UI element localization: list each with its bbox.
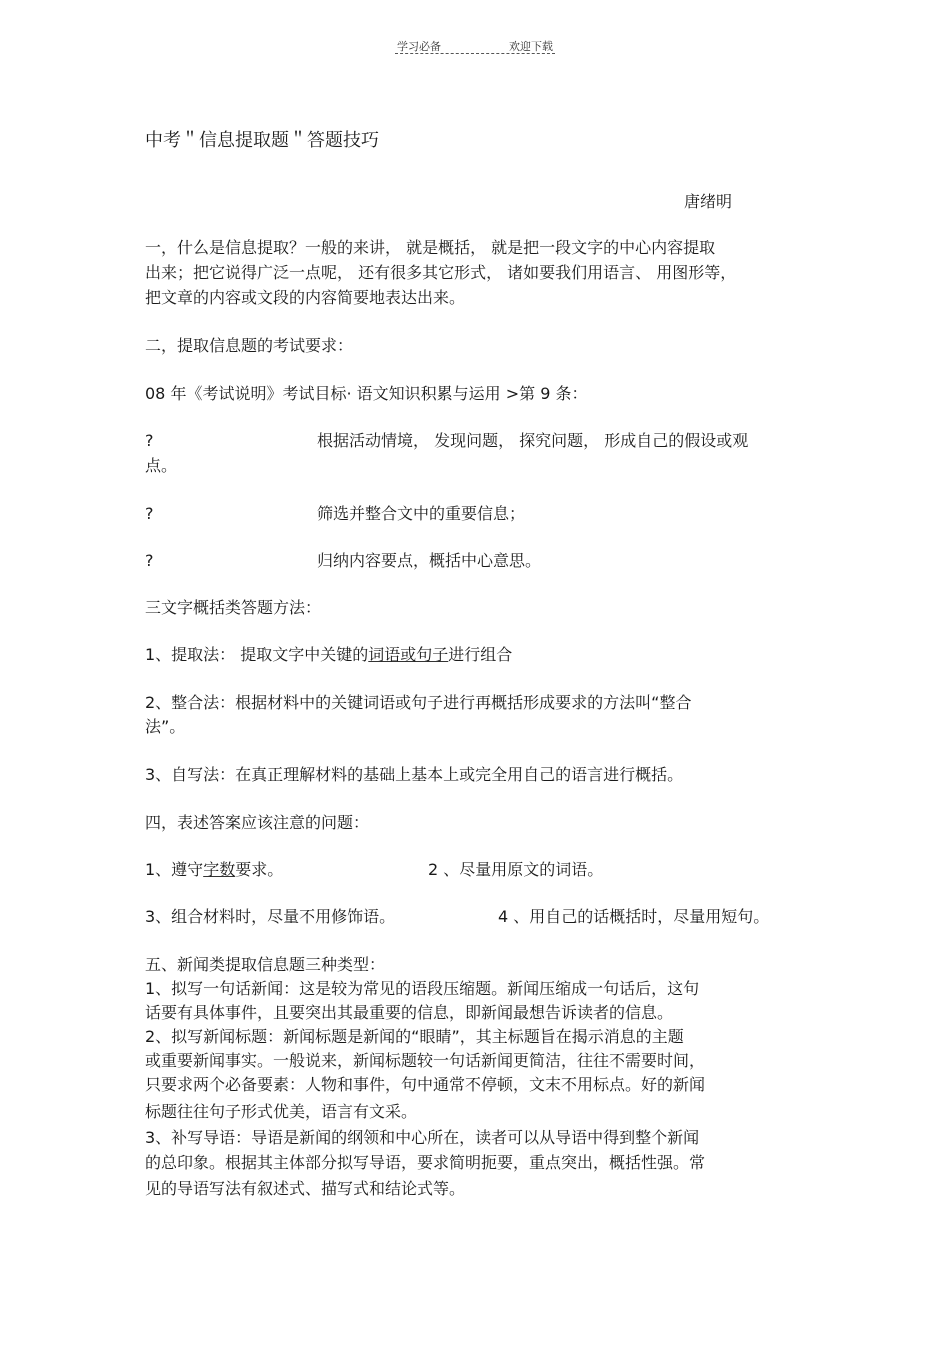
section-heading: 五、新闻类提取信息题三种类型： (145, 955, 386, 974)
header-left: 学习必备 (397, 40, 441, 53)
news-line: 话要有具体事件，且要突出其最重要的信息，即新闻最想告诉读者的信息。 (145, 1003, 674, 1022)
note-2: 2 、尽量用原文的词语。 (428, 860, 604, 879)
section-heading: 三文字概括类答题方法： (145, 598, 322, 617)
note-1-b: 要求。 (235, 860, 284, 879)
exam-reference: 08 年《考试说明》考试目标· 语文知识积累与运用 >第 9 条： (145, 384, 588, 403)
bullet-text: 筛选并整合文中的重要信息； (317, 504, 526, 523)
method-2-line: 法”。 (145, 717, 186, 736)
method-1-a: 1、提取法： 提取文字中关键的 (145, 645, 369, 664)
news-line: 见的导语写法有叙述式、描写式和结论式等。 (145, 1179, 466, 1198)
news-line: 3、补写导语：导语是新闻的纲领和中心所在，读者可以从导语中得到整个新闻 (145, 1128, 700, 1147)
news-line: 的总印象。根据其主体部分拟写导语，要求简明扼要，重点突出，概括性强。常 (145, 1153, 706, 1172)
section-heading: 四，表述答案应该注意的问题： (145, 813, 370, 832)
news-line: 只要求两个必备要素：人物和事件，句中通常不停顿，文末不用标点。好的新闻 (145, 1075, 706, 1094)
document-title: 中考＂信息提取题＂答题技巧 (145, 130, 379, 151)
note-1-a: 1、遵守 (145, 860, 204, 879)
header-right: 欢迎下载 (509, 40, 553, 53)
method-1-underlined: 词语或句子 (368, 645, 449, 664)
section-heading: 二，提取信息题的考试要求： (145, 336, 354, 355)
news-line: 或重要新闻事实。一般说来，新闻标题较一句话新闻更简洁，往往不需要时间， (145, 1051, 706, 1070)
bullet-mark: ? (145, 551, 154, 570)
bullet-text: 根据活动情境， 发现问题， 探究问题， 形成自己的假设或观 (317, 431, 749, 450)
note-4: 4 、用自己的话概括时，尽量用短句。 (498, 907, 770, 926)
news-line: 2、拟写新闻标题：新闻标题是新闻的“眼睛”，其主标题旨在揭示消息的主题 (145, 1027, 684, 1046)
method-2-line: 2、整合法：根据材料中的关键词语或句子进行再概括形成要求的方法叫“整合 (145, 693, 692, 712)
note-1 (145, 858, 283, 882)
paragraph-line: 出来；把它说得广泛一点呢， 还有很多其它形式， 诸如要我们用语言、 用图形等， (145, 263, 737, 282)
author-name: 唐绪明 (684, 192, 733, 211)
bullet-mark: ? (145, 504, 154, 523)
bullet-text-cont: 点。 (145, 456, 178, 475)
news-line: 1、拟写一句话新闻：这是较为常见的语段压缩题。新闻压缩成一句话后，这句 (145, 979, 700, 998)
paragraph-line: 一，什么是信息提取？一般的来讲， 就是概括， 就是把一段文字的中心内容提取 (145, 238, 716, 257)
method-1 (145, 643, 512, 667)
news-line: 标题往往句子形式优美，语言有文采。 (145, 1102, 418, 1121)
note-3: 3、组合材料时，尽量不用修饰语。 (145, 907, 396, 926)
paragraph-line: 把文章的内容或文段的内容简要地表达出来。 (145, 288, 466, 307)
note-1-underlined: 字数 (203, 860, 236, 879)
bullet-text: 归纳内容要点，概括中心意思。 (317, 551, 542, 570)
method-3: 3、自写法：在真正理解材料的基础上基本上或完全用自己的语言进行概括。 (145, 765, 684, 784)
method-1-b: 进行组合 (448, 645, 513, 664)
page-header (395, 38, 555, 54)
bullet-mark: ? (145, 431, 154, 450)
